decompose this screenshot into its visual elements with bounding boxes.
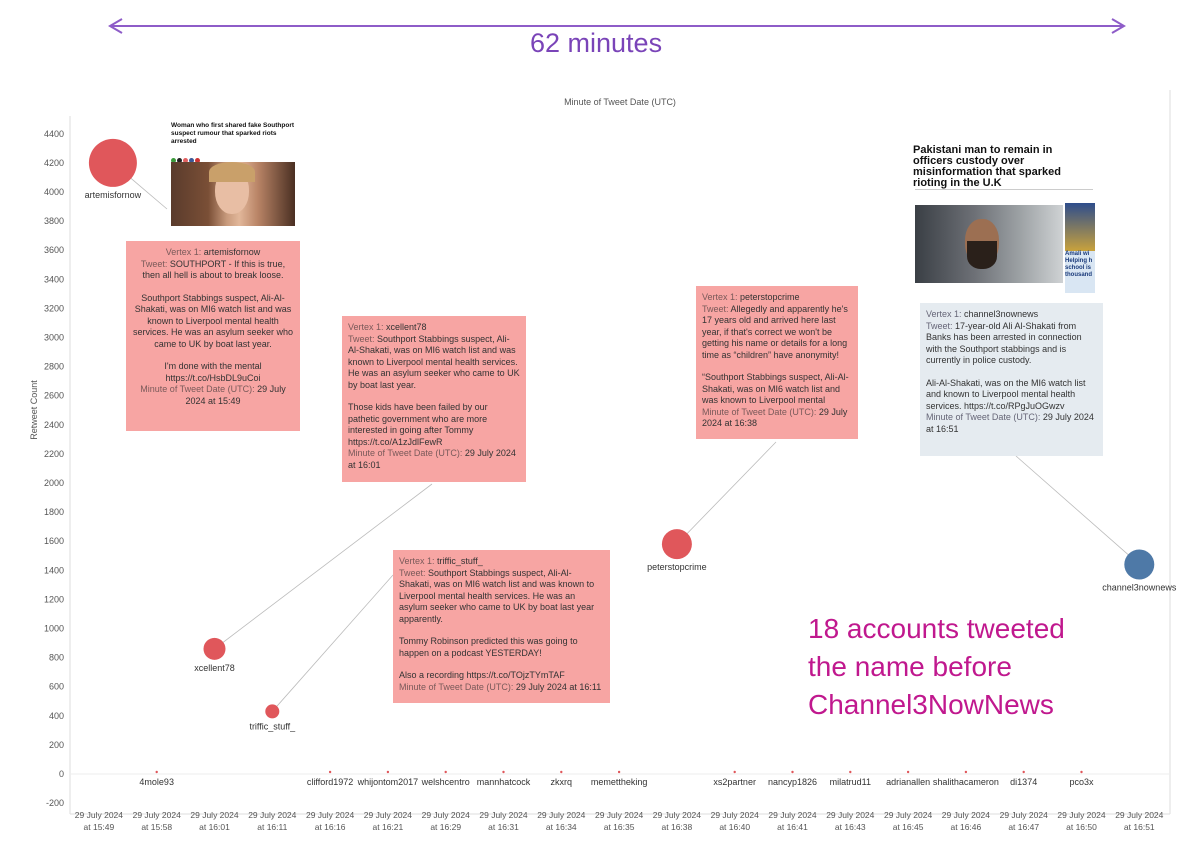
y-tick-label: 1600 xyxy=(43,536,64,547)
tooltip-line xyxy=(399,556,604,568)
article-headline-line: suspect rumour that sparked riots arrested xyxy=(171,130,277,145)
data-point-small xyxy=(849,771,851,773)
tooltip-gap xyxy=(926,367,1097,378)
side-story-text: school is xyxy=(1065,265,1092,271)
account-label: memettheking xyxy=(590,777,648,787)
account-label: channel3nownews xyxy=(1102,582,1177,593)
tooltip-value: triffic_stuff_ xyxy=(437,556,483,566)
tooltip-key: Minute of Tweet Date (UTC): xyxy=(399,681,516,692)
y-tick-label: 1200 xyxy=(43,594,64,605)
tooltip-value: 29 July 2024 at 16:51 xyxy=(926,412,1094,434)
data-point xyxy=(1124,549,1154,579)
tooltip-connector xyxy=(1016,456,1139,564)
article-divider xyxy=(915,189,1093,190)
x-tick-label: 29 July 2024 xyxy=(479,810,528,820)
y-tick-label: 1000 xyxy=(43,623,64,634)
account-label: whijontom2017 xyxy=(357,777,419,787)
tooltip-key: Minute of Tweet Date (UTC): xyxy=(140,384,258,394)
side-story-text: thousand xyxy=(1065,272,1092,278)
account-label: adrianallen xyxy=(886,777,931,787)
data-point-small xyxy=(560,771,562,773)
tooltip-line xyxy=(348,448,520,471)
news-article-left xyxy=(171,122,297,230)
tooltip-gap xyxy=(702,361,852,372)
tooltip-gap xyxy=(132,282,294,293)
y-tick-label: 2800 xyxy=(43,361,64,372)
tooltip-xcellent78 xyxy=(342,316,526,482)
side-story-text: Helping h xyxy=(1065,258,1093,264)
woman-photo xyxy=(171,162,295,226)
tooltip-gap xyxy=(132,350,294,361)
article-headline xyxy=(913,145,1095,189)
tooltip-triffic-stuff xyxy=(393,550,610,703)
account-label: shalithacameron xyxy=(932,777,999,787)
tooltip-key: Vertex 1: xyxy=(399,556,438,566)
x-tick-label: at 16:01 xyxy=(199,822,230,832)
account-label: pco3x xyxy=(1069,777,1094,787)
x-tick-label: 29 July 2024 xyxy=(594,810,644,820)
article-headline xyxy=(171,122,297,146)
data-point xyxy=(265,704,279,718)
data-point xyxy=(89,139,137,187)
x-tick-label: at 16:43 xyxy=(834,822,866,832)
data-point-small xyxy=(156,771,158,773)
x-tick-label: 29 July 2024 xyxy=(1057,810,1106,820)
duration-label: 62 minutes xyxy=(530,28,663,58)
x-tick-label: 29 July 2024 xyxy=(305,810,355,820)
x-tick-label: at 16:51 xyxy=(1123,822,1155,832)
tooltip-line xyxy=(399,636,604,659)
tooltip-line xyxy=(926,378,1097,413)
account-label: 4mole93 xyxy=(139,777,174,787)
tooltip-value: artemisfornow xyxy=(203,247,261,257)
x-tick-label: at 16:21 xyxy=(372,822,404,832)
tooltip-line xyxy=(399,670,604,682)
data-point-small xyxy=(1023,771,1025,773)
y-tick-label: 3000 xyxy=(43,332,64,343)
tooltip-line xyxy=(702,304,852,362)
tooltip-gap xyxy=(348,391,520,402)
tooltip-peterstopcrime xyxy=(696,286,858,439)
tooltip-line xyxy=(132,384,294,407)
tooltip-value: Southport Stabbings suspect, Ali-Al-Shakati, was on MI6 watch list and was known to Liverpool mental health services. He was an asylum seeker who came to UK by boat last year. xyxy=(132,292,294,349)
account-label: mannhatcock xyxy=(476,777,531,787)
x-tick-label: 29 July 2024 xyxy=(190,810,239,820)
tooltip-value: Those kids have been failed by our pathetic government who are more interested in going after Tommy https://t.co/A1zJdlFewR xyxy=(348,402,488,447)
tooltip-value: Southport Stabbings suspect, Ali-Al-Shakati, was on MI6 watch list and was known to Liverpool mental health services. He was an asylum seeker who came to UK by boat last year apparently. xyxy=(399,567,595,624)
tooltip-line xyxy=(348,322,520,334)
tooltip-line xyxy=(348,402,520,448)
y-tick-label: 4000 xyxy=(43,187,64,197)
tooltip-value: channel3nownews xyxy=(964,309,1039,319)
account-label: zkxrq xyxy=(550,777,573,787)
x-tick-label: at 16:46 xyxy=(950,822,982,832)
side-story xyxy=(1065,203,1095,293)
x-tick-label: at 15:49 xyxy=(83,822,115,832)
x-tick-label: 29 July 2024 xyxy=(421,810,470,820)
tooltip-line xyxy=(702,407,852,430)
data-point-small xyxy=(965,771,967,773)
y-tick-label: 3200 xyxy=(43,303,64,314)
x-tick-label: 29 July 2024 xyxy=(363,810,413,820)
data-point-small xyxy=(791,771,793,773)
x-tick-label: at 16:41 xyxy=(777,822,808,832)
account-label: welshcentro xyxy=(421,777,470,787)
news-article-right xyxy=(913,145,1095,297)
tooltip-line xyxy=(399,682,604,694)
x-tick-label: at 16:50 xyxy=(1066,822,1097,832)
tooltip-key: Tweet: xyxy=(348,333,378,344)
x-tick-label: at 16:38 xyxy=(661,822,693,832)
x-tick-label: 29 July 2024 xyxy=(248,810,297,820)
article-headline-line: sparked rioting in the U.K xyxy=(913,166,1061,189)
tooltip-value: 29 July 2024 at 16:38 xyxy=(702,406,848,428)
tooltip-value: SOUTHPORT - If this is true, then all hell is about to break loose. xyxy=(142,258,286,280)
tooltip-key: Tweet: xyxy=(926,320,956,331)
tooltip-value: I'm done with the mental https://t.co/HsbDL9uCoi xyxy=(164,361,262,383)
data-point-small xyxy=(387,771,389,773)
y-tick-label: 2600 xyxy=(43,390,64,401)
chart-title: Minute of Tweet Date (UTC) xyxy=(564,97,676,107)
y-tick-label: -200 xyxy=(45,798,64,809)
tooltip-line xyxy=(926,321,1097,367)
tooltip-key: Vertex 1: xyxy=(926,309,965,319)
tooltip-value: “Southport Stabbings suspect, Ali-Al-Shakati, was on MI6 watch list and was known to Liverpool mental xyxy=(702,372,849,405)
y-tick-label: 400 xyxy=(48,710,64,721)
x-tick-label: 29 July 2024 xyxy=(826,810,875,820)
x-tick-label: at 16:45 xyxy=(892,822,924,832)
account-label: xcellent78 xyxy=(194,662,235,673)
x-tick-label: at 16:35 xyxy=(603,822,635,832)
y-tick-label: 2000 xyxy=(43,478,64,488)
x-tick-label: at 16:29 xyxy=(430,822,462,832)
tooltip-value: Tommy Robinson predicted this was going to happen on a podcast YESTERDAY! xyxy=(399,636,578,658)
y-axis-label: Retweet Count xyxy=(29,380,39,440)
data-point-small xyxy=(734,771,736,773)
x-tick-label: 29 July 2024 xyxy=(1115,810,1164,820)
tooltip-value: 29 July 2024 at 16:01 xyxy=(348,448,516,470)
tooltip-line xyxy=(348,334,520,392)
x-tick-label: at 16:16 xyxy=(314,822,346,832)
data-point-small xyxy=(329,771,331,773)
y-tick-label: 2400 xyxy=(43,419,64,430)
y-tick-label: 0 xyxy=(58,769,64,779)
y-tick-label: 200 xyxy=(48,739,64,750)
y-tick-label: 4400 xyxy=(43,128,64,139)
tooltip-key: Vertex 1: xyxy=(702,292,741,302)
accounts-annotation xyxy=(808,610,1108,724)
tooltip-gap xyxy=(399,659,604,670)
x-tick-label: 29 July 2024 xyxy=(883,810,933,820)
data-point-small xyxy=(445,771,447,773)
tooltip-key: Vertex 1: xyxy=(165,247,204,257)
data-point xyxy=(204,638,226,660)
tooltip-value: Southport Stabbings suspect, Ali-Al-Shakati, was on MI6 watch list and was known to Liverpool mental health services. He was an asylum seeker who came to UK by boat last year. xyxy=(348,333,520,390)
tooltip-value: Allegedly and apparently he's 17 years old and arrived here last year, if that's correct we won't be getting his name or details for a long time as “children” have anonymity! xyxy=(702,303,848,360)
tooltip-key: Vertex 1: xyxy=(348,322,387,332)
tooltip-value: Ali-Al-Shakati, was on the MI6 watch list and known to Liverpool mental health services. https://t.co/RPgJuOGwzv xyxy=(926,377,1086,411)
y-tick-label: 2200 xyxy=(43,448,64,459)
x-tick-label: 29 July 2024 xyxy=(999,810,1048,820)
y-tick-label: 800 xyxy=(48,652,64,663)
account-label: clifford1972 xyxy=(306,777,354,787)
tooltip-line xyxy=(132,293,294,351)
data-point-small xyxy=(907,771,909,773)
x-tick-label: 29 July 2024 xyxy=(710,810,759,820)
tooltip-key: Tweet: xyxy=(702,303,731,314)
annotation-line: Channel3NowNews xyxy=(808,689,1054,720)
tooltip-value: peterstopcrime xyxy=(740,292,800,302)
x-tick-label: at 16:40 xyxy=(719,822,751,832)
article-headline-line: Pakistani man to remain in officers xyxy=(913,145,1053,167)
y-tick-label: 1800 xyxy=(43,507,64,518)
x-tick-label: at 16:47 xyxy=(1008,822,1040,832)
tooltip-line xyxy=(926,309,1097,321)
tooltip-value: Also a recording https://t.co/TOjzTYmTAF xyxy=(399,670,565,680)
tooltip-key: Minute of Tweet Date (UTC): xyxy=(702,406,819,417)
tooltip-line xyxy=(399,568,604,626)
x-tick-label: at 16:31 xyxy=(488,822,519,832)
tooltip-artemisfornow xyxy=(126,241,300,431)
account-label: di1374 xyxy=(1010,777,1038,787)
tooltip-connector xyxy=(272,575,393,711)
x-tick-label: 29 July 2024 xyxy=(652,810,702,820)
y-tick-label: 3600 xyxy=(43,245,64,256)
account-label: milatrud11 xyxy=(829,777,871,787)
x-tick-label: at 16:11 xyxy=(257,822,288,832)
tooltip-channel3nownews xyxy=(920,303,1103,456)
tooltip-value: 17-year-old Ali Al-Shakati from Banks has been arrested in connection with the Southport stabbings and is currently in police custody. xyxy=(926,320,1082,365)
account-label: nancyp1826 xyxy=(767,777,818,787)
tooltip-line xyxy=(132,361,294,384)
annotation-line: the name before xyxy=(808,651,1012,682)
account-label: xs2partner xyxy=(713,777,756,787)
y-tick-label: 4200 xyxy=(43,157,64,168)
article-headline-line: custody over misinformation that xyxy=(913,155,1025,178)
data-point-small xyxy=(618,771,620,773)
account-label: triffic_stuff_ xyxy=(249,721,296,732)
y-tick-label: 3800 xyxy=(43,216,64,227)
y-tick-label: 3400 xyxy=(43,274,64,285)
tooltip-key: Tweet: xyxy=(140,258,170,269)
x-tick-label: at 16:34 xyxy=(545,822,577,832)
x-tick-label: 29 July 2024 xyxy=(74,810,124,820)
x-tick-label: 29 July 2024 xyxy=(941,810,991,820)
data-point-small xyxy=(502,771,504,773)
tooltip-line xyxy=(702,372,852,407)
tooltip-key: Minute of Tweet Date (UTC): xyxy=(926,412,1043,422)
y-tick-label: 1400 xyxy=(43,565,64,576)
tooltip-line xyxy=(926,412,1097,435)
tooltip-line xyxy=(132,259,294,282)
tooltip-connector xyxy=(677,442,776,544)
x-tick-label: 29 July 2024 xyxy=(132,810,181,820)
account-label: artemisfornow xyxy=(84,189,142,200)
account-label: peterstopcrime xyxy=(647,562,707,573)
man-photo xyxy=(915,205,1063,283)
data-point-small xyxy=(1080,771,1082,773)
y-tick-label: 600 xyxy=(48,681,64,692)
tooltip-line xyxy=(132,247,294,259)
x-tick-label: 29 July 2024 xyxy=(768,810,817,820)
tooltip-key: Minute of Tweet Date (UTC): xyxy=(348,448,465,458)
tooltip-value: xcellent78 xyxy=(386,322,427,332)
annotation-line: 18 accounts tweeted xyxy=(808,613,1065,644)
tooltip-gap xyxy=(399,625,604,636)
side-story-text: Amali wi xyxy=(1065,251,1090,257)
data-point xyxy=(662,529,692,559)
tooltip-line xyxy=(702,292,852,304)
tooltip-key: Tweet: xyxy=(399,567,429,578)
x-tick-label: 29 July 2024 xyxy=(537,810,586,820)
tooltip-value: 29 July 2024 at 16:11 xyxy=(515,681,602,692)
tooltip-value: 29 July 2024 at 15:49 xyxy=(185,384,286,406)
x-tick-label: at 15:58 xyxy=(141,822,173,832)
article-headline-line: Woman who first shared fake Southport xyxy=(171,122,295,129)
